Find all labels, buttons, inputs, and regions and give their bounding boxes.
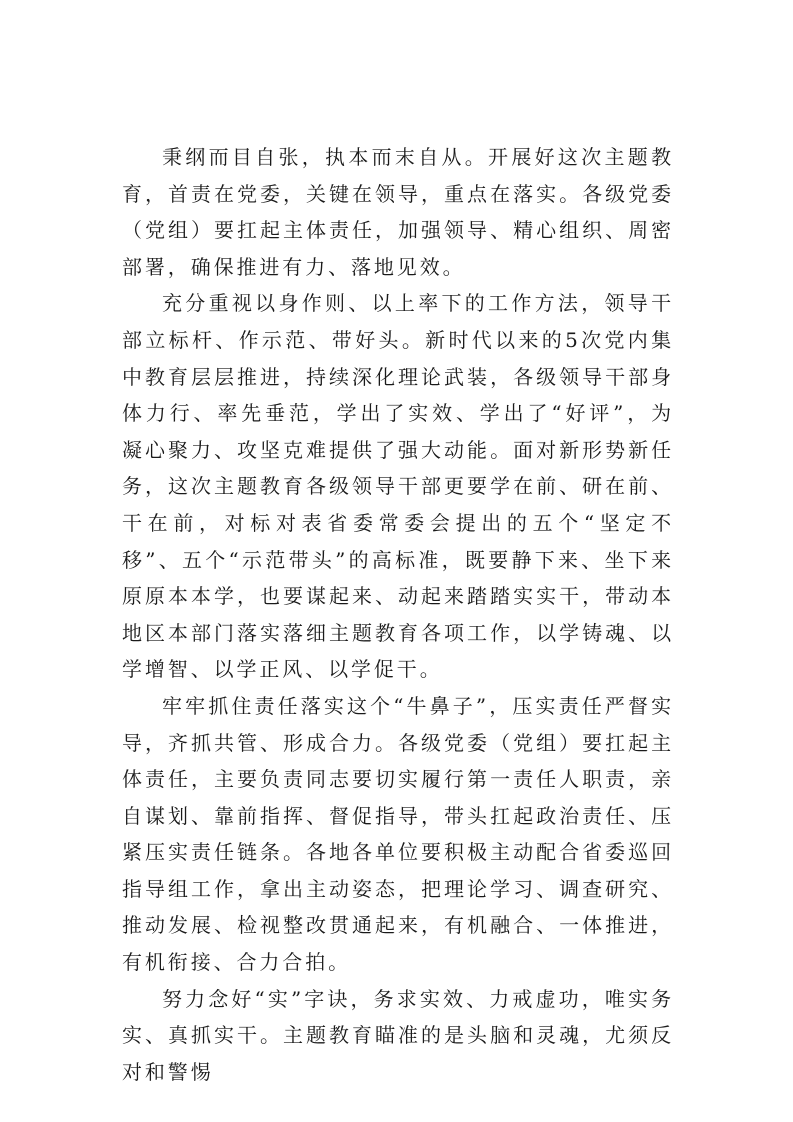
- document-body: [122, 139, 674, 1090]
- paragraph-1: 秉纲而目自张，执本而末自从。开展好这次主题教育，首责在党委，关键在领导，重点在落实。各级党委（党组）要扛起主体责任，加强领导、精心组织、周密部署，确保推进有力、落地见效。: [122, 145, 674, 279]
- paragraph-4: 努力念好“实”字诀，务求实效、力戒虚功，唯实务实、真抓实干。主题教育瞄准的是头脑和灵魂，尤须反对和警惕: [122, 986, 674, 1084]
- paragraph-2: 充分重视以身作则、以上率下的工作方法，领导干部立标杆、作示范、带好头。新时代以来的5次党内集中教育层层推进，持续深化理论武装，各级领导干部身体力行、率先垂范，学出了实效、学出了“好评”，为凝心聚力、攻坚克难提供了强大动能。面对新形势新任务，这次主题教育各级领导干部更要学在前、研在前、干在前，对标对表省委常委会提出的五个“坚定不移”、五个“示范带头”的高标准，既要静下来、坐下来原原本本学，也要谋起来、动起来踏踏实实干，带动本地区本部门落实落细主题教育各项工作，以学铸魂、以学增智、以学正风、以学促干。: [122, 291, 674, 682]
- paragraph-3: 牢牢抓住责任落实这个“牛鼻子”，压实责任严督实导，齐抓共管、形成合力。各级党委（党组）要扛起主体责任，主要负责同志要切实履行第一责任人职责，亲自谋划、靠前指挥、督促指导，带头扛起政治责任、压紧压实责任链条。各地各单位要积极主动配合省委巡回指导组工作，拿出主动姿态，把理论学习、调查研究、推动发展、检视整改贯通起来，有机融合、一体推进，有机衔接、合力合拍。: [122, 693, 674, 975]
